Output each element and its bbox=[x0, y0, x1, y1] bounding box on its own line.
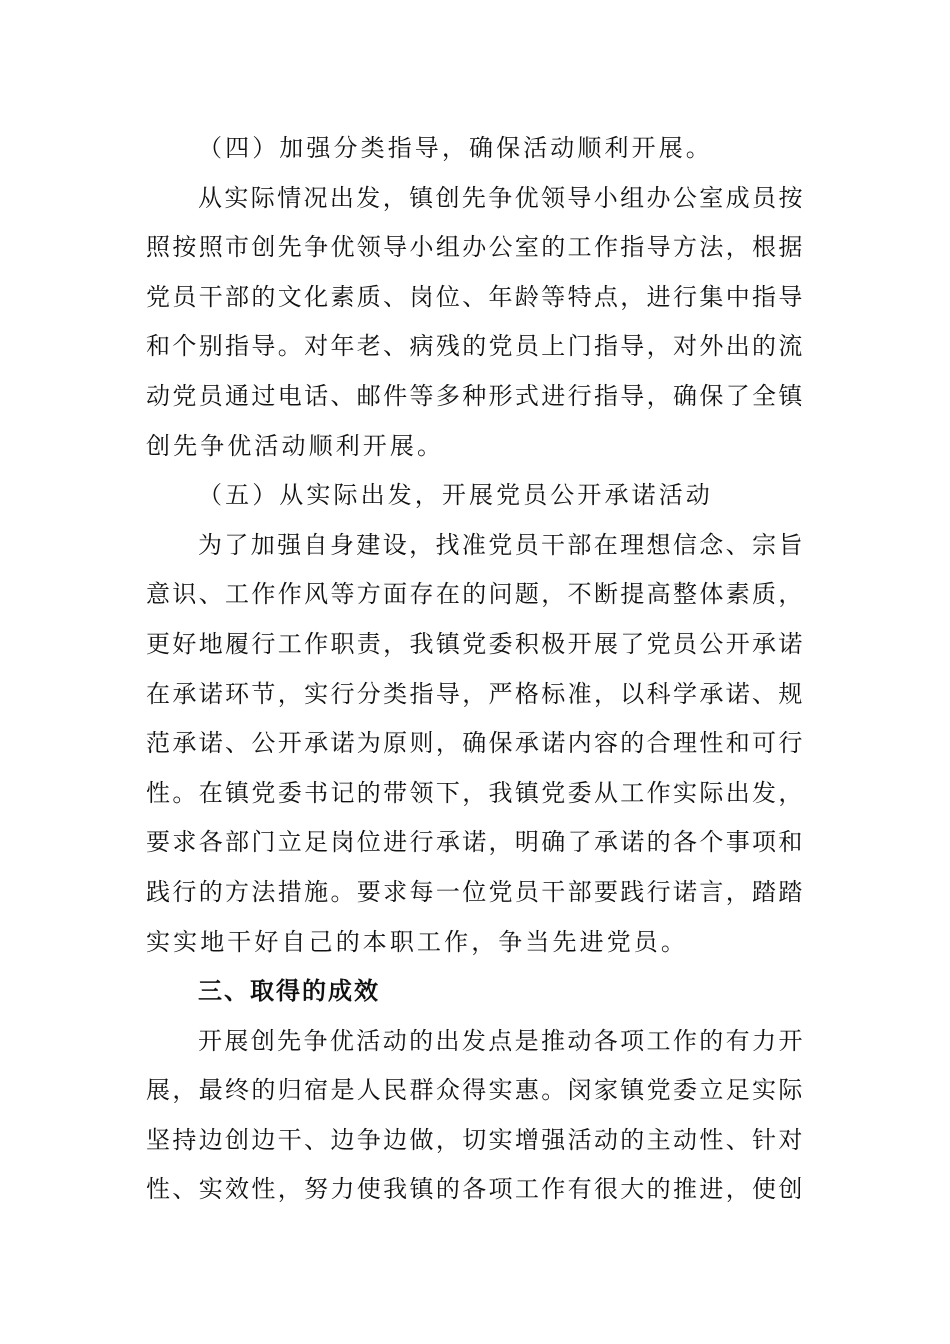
paragraph-line: 动党员通过电话、邮件等多种形式进行指导，确保了全镇 bbox=[146, 381, 805, 410]
paragraph-line: 创先争优活动顺利开展。 bbox=[146, 431, 445, 460]
section-heading-results: 三、取得的成效 bbox=[198, 977, 380, 1006]
paragraph-line: 践行的方法措施。要求每一位党员干部要践行诺言，踏踏 bbox=[146, 877, 805, 906]
paragraph-line: 展，最终的归宿是人民群众得实惠。闵家镇党委立足实际 bbox=[146, 1076, 805, 1105]
paragraph-line: 性。在镇党委书记的带领下，我镇党委从工作实际出发， bbox=[146, 778, 805, 807]
paragraph-line: 意识、工作作风等方面存在的问题，不断提高整体素质， bbox=[146, 580, 805, 609]
paragraph-line: 要求各部门立足岗位进行承诺，明确了承诺的各个事项和 bbox=[146, 828, 805, 857]
paragraph-line: 实实地干好自己的本职工作，争当先进党员。 bbox=[146, 927, 688, 956]
paragraph-line: 在承诺环节，实行分类指导，严格标准，以科学承诺、规 bbox=[146, 679, 805, 708]
paragraph-line: 为了加强自身建设，找准党员干部在理想信念、宗旨 bbox=[198, 530, 805, 559]
section-heading-four: （四）加强分类指导，确保活动顺利开展。 bbox=[198, 134, 713, 162]
paragraph-line: 照按照市创先争优领导小组办公室的工作指导方法，根据 bbox=[146, 233, 805, 262]
paragraph-line: 党员干部的文化素质、岗位、年龄等特点，进行集中指导 bbox=[146, 282, 805, 311]
document-body bbox=[146, 124, 806, 1215]
paragraph-line: 更好地履行工作职责，我镇党委积极开展了党员公开承诺 bbox=[146, 629, 805, 658]
paragraph-line: 开展创先争优活动的出发点是推动各项工作的有力开 bbox=[198, 1026, 805, 1055]
paragraph-line: 范承诺、公开承诺为原则，确保承诺内容的合理性和可行 bbox=[146, 729, 805, 758]
paragraph-line: 坚持边创边干、边争边做，切实增强活动的主动性、针对 bbox=[146, 1125, 805, 1154]
paragraph-line: 性、实效性，努力使我镇的各项工作有很大的推进，使创 bbox=[146, 1175, 805, 1204]
paragraph-line: 从实际情况出发，镇创先争优领导小组办公室成员按 bbox=[198, 183, 805, 212]
paragraph-line: 和个别指导。对年老、病残的党员上门指导，对外出的流 bbox=[146, 332, 805, 361]
section-heading-five: （五）从实际出发，开展党员公开承诺活动 bbox=[198, 481, 713, 510]
